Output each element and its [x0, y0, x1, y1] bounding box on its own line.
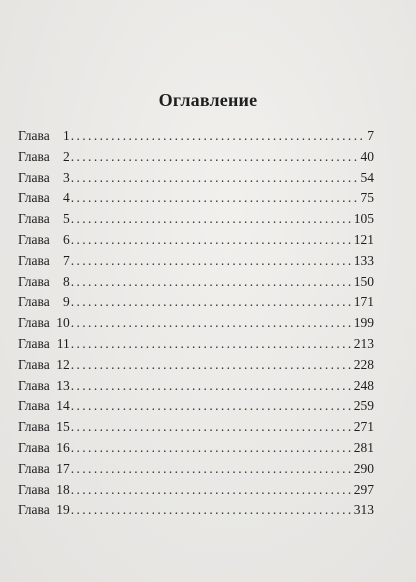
page-number: 133	[353, 252, 374, 268]
chapter-number: 3	[62, 169, 70, 185]
dot-leader	[71, 502, 353, 518]
chapter-label: Глава	[18, 190, 50, 206]
chapter-number: 2	[62, 148, 70, 164]
chapter-label: Глава	[18, 356, 50, 372]
dot-leader	[71, 378, 353, 394]
dot-leader	[71, 170, 360, 186]
chapter-label: Глава	[18, 211, 50, 227]
page-title: Оглавление	[158, 90, 258, 110]
chapter-number: 18	[56, 481, 70, 497]
chapter-number: 9	[62, 294, 70, 310]
dot-leader	[71, 190, 360, 206]
page-number: 313	[353, 502, 374, 518]
dot-leader	[71, 440, 353, 456]
page-number: 213	[353, 335, 374, 351]
chapter-label: Глава	[18, 273, 50, 289]
chapter-label: Глава	[18, 398, 50, 414]
dot-leader	[71, 482, 353, 498]
dot-leader	[71, 419, 353, 435]
chapter-number: 14	[56, 398, 70, 414]
chapter-number: 1	[62, 128, 70, 143]
toc-entry	[18, 378, 374, 399]
toc-entry	[18, 357, 374, 378]
page-number: 281	[353, 439, 374, 455]
toc-entry	[18, 232, 374, 253]
chapter-number: 6	[62, 231, 70, 247]
table-of-contents	[18, 128, 374, 523]
chapter-number: 12	[56, 356, 70, 372]
page-number: 228	[353, 356, 374, 372]
chapter-label: Глава	[18, 481, 50, 497]
chapter-label: Глава	[18, 252, 50, 268]
toc-entry	[18, 461, 374, 482]
chapter-label: Глава	[18, 419, 50, 435]
chapter-label: Глава	[18, 294, 50, 310]
chapter-label: Глава	[18, 460, 50, 476]
page-number: 75	[360, 190, 374, 206]
toc-entry	[18, 274, 374, 295]
toc-entry	[18, 315, 374, 336]
page-number: 171	[353, 294, 374, 310]
toc-entry	[18, 253, 374, 274]
dot-leader	[71, 461, 353, 477]
toc-entry	[18, 128, 374, 149]
chapter-label: Глава	[18, 335, 50, 351]
chapter-label: Глава	[18, 502, 50, 518]
chapter-number: 7	[62, 252, 70, 268]
page-number: 248	[353, 377, 374, 393]
chapter-number: 5	[62, 211, 70, 227]
chapter-number: 13	[56, 377, 70, 393]
chapter-label: Глава	[18, 148, 50, 164]
page-number: 7	[367, 128, 374, 143]
page-number: 121	[353, 231, 374, 247]
toc-entry	[18, 502, 374, 523]
chapter-number: 19	[56, 502, 70, 518]
dot-leader	[71, 128, 367, 144]
toc-entry	[18, 419, 374, 440]
chapter-number: 15	[56, 419, 70, 435]
chapter-label: Глава	[18, 128, 50, 143]
chapter-number: 11	[56, 335, 70, 351]
dot-leader	[71, 211, 353, 227]
toc-entry	[18, 190, 374, 211]
dot-leader	[71, 398, 353, 414]
page-number: 297	[353, 481, 374, 497]
chapter-number: 17	[56, 460, 70, 476]
chapter-number: 8	[62, 273, 70, 289]
toc-entry	[18, 170, 374, 191]
page-number: 40	[360, 148, 374, 164]
chapter-label: Глава	[18, 315, 50, 331]
page-number: 54	[360, 169, 374, 185]
chapter-label: Глава	[18, 439, 50, 455]
toc-entry	[18, 440, 374, 461]
page-number: 150	[353, 273, 374, 289]
chapter-label: Глава	[18, 169, 50, 185]
toc-entry	[18, 398, 374, 419]
page-number: 259	[353, 398, 374, 414]
dot-leader	[71, 357, 353, 373]
page-number: 271	[353, 419, 374, 435]
chapter-number: 10	[56, 315, 70, 331]
page-number: 105	[353, 211, 374, 227]
dot-leader	[71, 315, 353, 331]
page-number: 290	[353, 460, 374, 476]
dot-leader	[71, 294, 353, 310]
chapter-number: 4	[62, 190, 70, 206]
chapter-label: Глава	[18, 377, 50, 393]
chapter-label: Глава	[18, 231, 50, 247]
toc-entry	[18, 149, 374, 170]
toc-entry	[18, 482, 374, 503]
dot-leader	[71, 149, 360, 165]
toc-entry	[18, 294, 374, 315]
dot-leader	[71, 232, 353, 248]
dot-leader	[71, 253, 353, 269]
chapter-number: 16	[56, 439, 70, 455]
dot-leader	[71, 336, 353, 352]
toc-entry	[18, 336, 374, 357]
toc-entry	[18, 211, 374, 232]
page-number: 199	[353, 315, 374, 331]
dot-leader	[71, 274, 353, 290]
